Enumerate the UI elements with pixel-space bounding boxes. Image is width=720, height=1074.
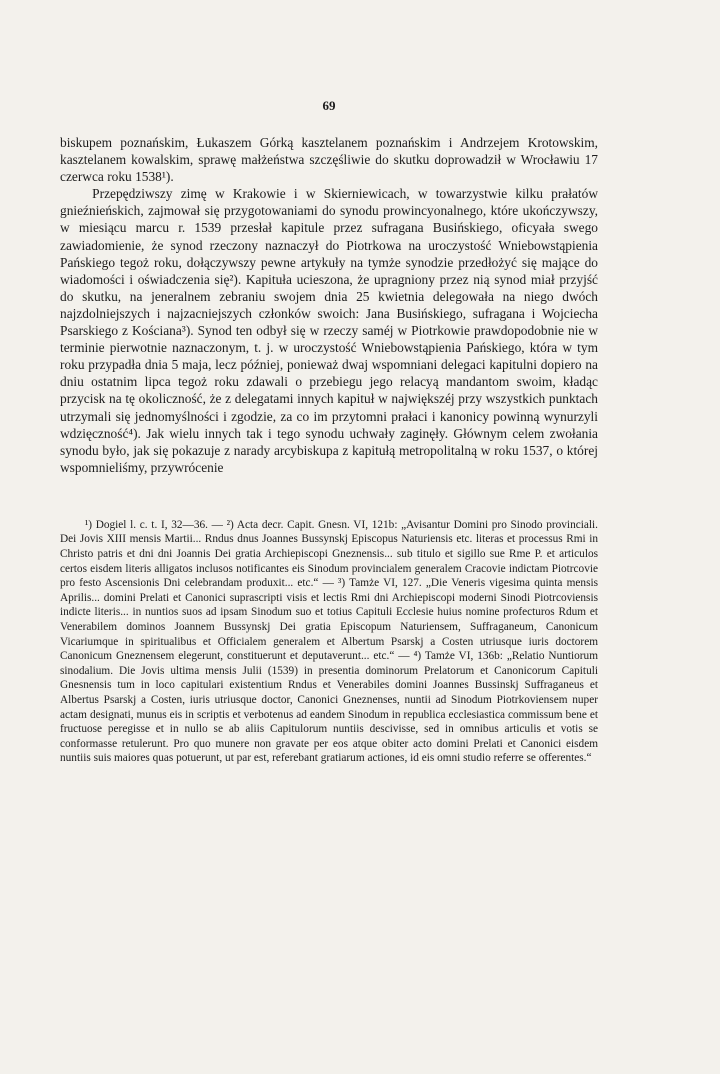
paragraph-2: Przepędziwszy zimę w Krakowie i w Skierniewicach, w towarzystwie kilku prałatów gnieźnieńskich, zajmował się przygotowaniami do synodu prowincyonalnego, które ukończywszy, w miesiącu marcu r. 1539 przesłał kapitule przez sufragana Busińskiego, oficyała swego zawiadomienie, że synod rzeczony naznaczył do Piotrkowa na uroczystość Wniebowstąpienia Pańskiego tegoż roku, dołączywszy pewne artykuły na tymże synodzie przedłożyć się mające do wiadomości i oświadczenia się²). Kapituła ucieszona, że upragniony przez nią synod miał przyjść do skutku, na jeneralnem zebraniu swojem dnia 25 kwietnia delegowała na niego dwóch najzdolniejszych i najzacniejszych członków swoich: Jana Busińskiego, sufragana i Wojciecha Psarskiego z Kościana³). Synod ten odbył się w rzeczy saméj w Piotrkowie prawdopodobnie nie w terminie pierwotnie naznaczonym, t. j. w uroczystość Wniebowstąpienia Pańskiego, która w tym roku przypadła dnia 5 maja, lecz później, ponieważ dwaj wspomniani delegaci kapitulni dopiero na dniu ostatnim lipca tegoż roku zdawali o przebiegu jego relacyą mandantom swoim, kładąc przycisk na tę okoliczność, że z delegatami innych kapituł w największéj przy wszystkich punktach utrzymali się jednomyślności i zgodzie, za co im przytomni prałaci i kanonicy powinną wynurzyli wdzięczność⁴). Jak wielu innych tak i tego synodu uchwały zaginęły. Głównym celem zwołania synodu było, jak się pokazuje z narady arcybiskupa z kapitułą metropolitalną w roku 1537, o której wspomnieliśmy, przywrócenie bbox=[60, 186, 598, 475]
footnotes bbox=[60, 518, 598, 766]
paragraph-1: biskupem poznańskim, Łukaszem Górką kasztelanem poznańskim i Andrzejem Krotowskim, kasztelanem kowalskim, sprawę małżeństwa szczęśliwie do skutku doprowadził w Wrocławiu 17 czerwca roku 1538¹). bbox=[60, 135, 598, 185]
footnote-text: ¹) Dogiel l. c. t. I, 32—36. — ²) Acta decr. Capit. Gnesn. VI, 121b: „Avisantur Domini pro Sinodo provinciali. Dei Jovis XIII mensis Martii... Rndus dnus Joannes Bussynskj Episcopus Naturiensis etc. literas et processus Rmi in Christo patris et dni dni Joannis Dei gratia Archiepiscopi Gneznensis... sub titulo et sigillo sue Rme P. et articulos certos eisdem literis alligatos inclusos notificantes eis Sinodum provincialem generalem Cracovie indictam Piotrcovie pro festo Ascensionis Dni celebrandam produxit... etc.“ — ³) Tamże VI, 127. „Die Veneris vigesima quinta mensis Aprilis... domini Prelati et Canonici suprascripti visis et lectis Rmi dni Archiepiscopi moderni Sinodi Piotrcoviensis indicte literis... in nuntios suos ad ipsam Sinodum suo et totius Capituli Ecclesie huius nomine profecturos Rdum et Venerabilem dominos Joannem Bussynskj Dei gratia Episcopum Naturiensem, Suffraganeum, Canonicum Vicariumque in spiritualibus et Officialem generalem et Albertum Psarskj a Costen utriusque iuris doctorem Canonicum Gneznensem elegerunt, constituerunt et deputaverunt... etc.“ — ⁴) Tamże VI, 136b: „Relatio Nuntiorum sinodalium. Die Jovis ultima mensis Julii (1539) in presentia dominorum Prelatorum et Canonicorum Capituli Gnesnensis tum in loco capitulari existentium Rndus et Venerabiles domini Joannes Bussinskj Suffraganeus et Albertus Psarskj a Costen, iuris utriusque doctor, Canonici Gneznenses, nuntii ad Sinodum Piotrkoviensem nuper actam designati, munus eis in scriptis et verbotenus ad eandem Sinodum in republica ecclesiastica commissum bene et fructuose peregisse et in nullo se ab aliis Capitulorum nuntiis descivisse, sed in omnibus articulis et votis se conformasse retulerunt. Pro quo munere non gravate per eos atque obiter acto domini Prelati et Canonici eisdem nuntiis suis maiores quas potuerunt, ut par est, referebant gratiarum actiones, id eis omni studio referre se offerentes.“ bbox=[60, 518, 598, 765]
page-number: 69 bbox=[322, 98, 336, 113]
document-page bbox=[60, 98, 598, 766]
body-text bbox=[60, 134, 598, 476]
